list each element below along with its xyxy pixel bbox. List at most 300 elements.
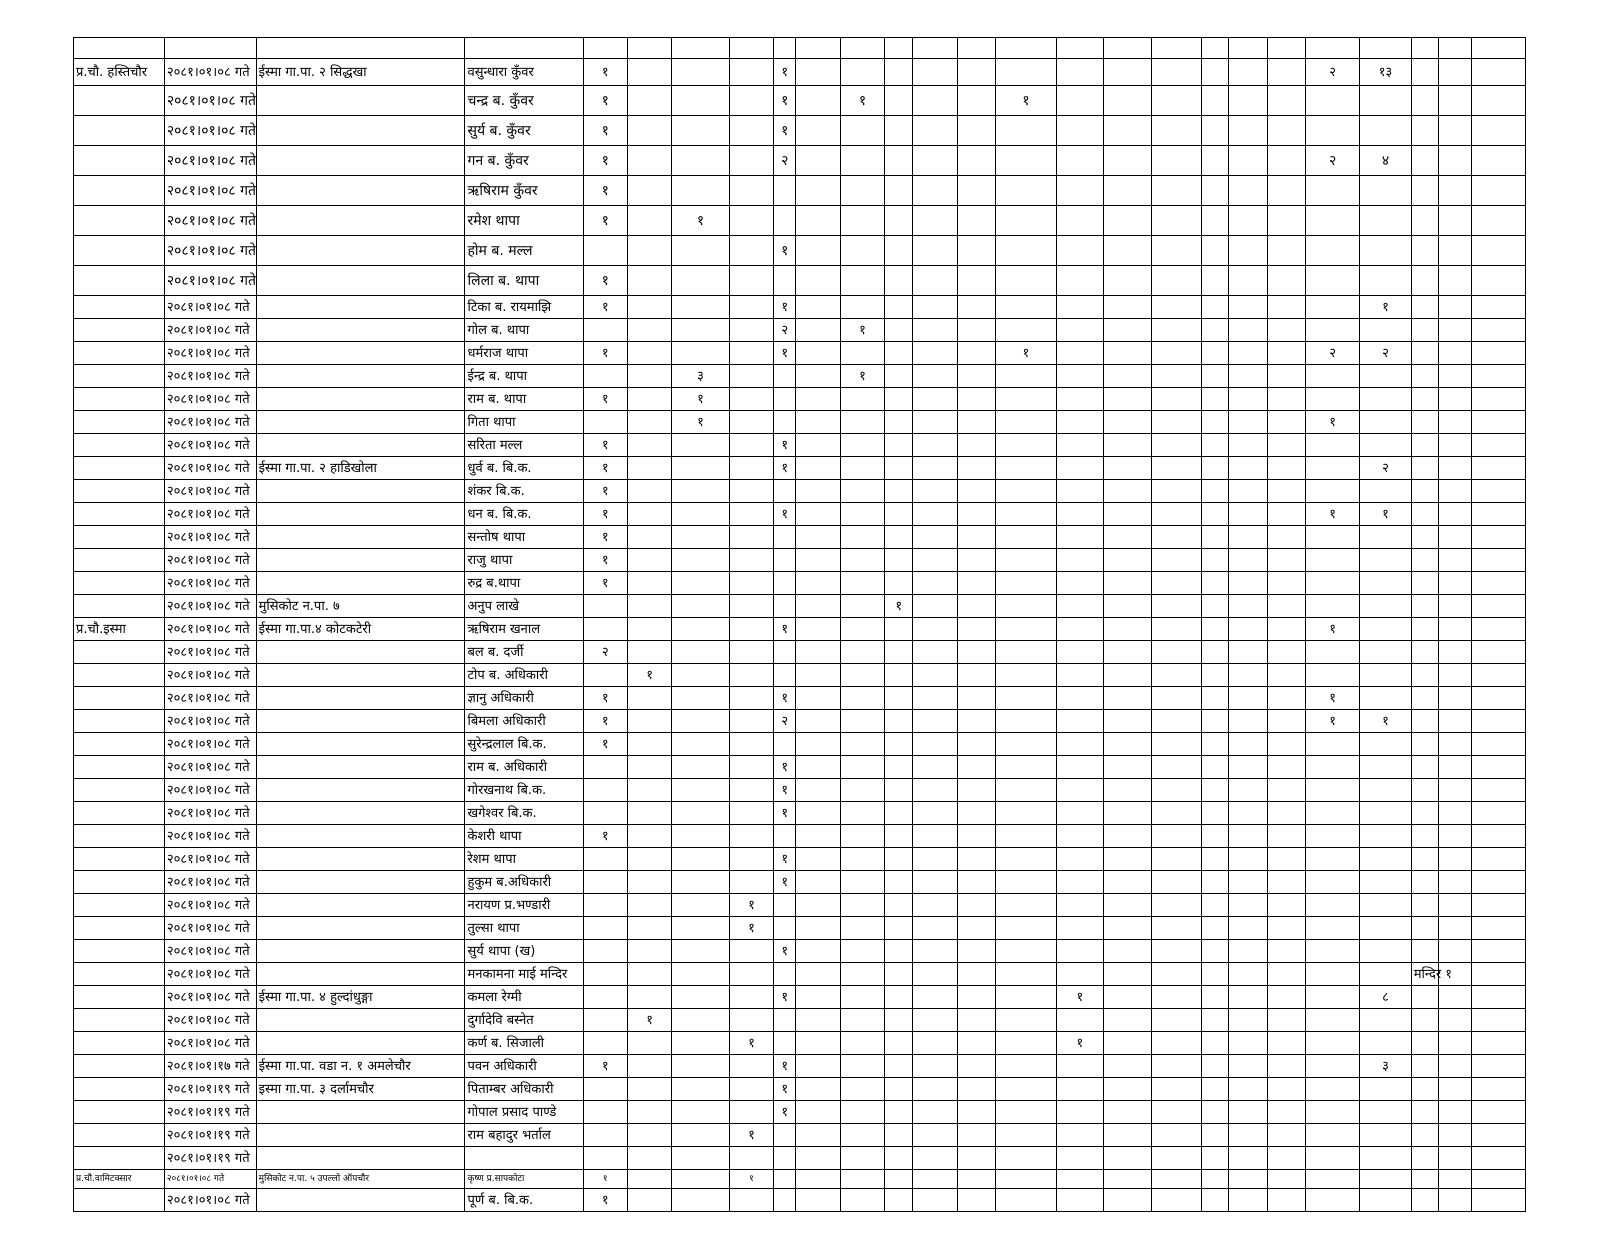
count-cell xyxy=(1151,86,1201,116)
count-cell xyxy=(1229,503,1267,526)
count-cell: १ xyxy=(729,894,773,917)
count-cell xyxy=(1104,480,1151,503)
count-cell xyxy=(1411,342,1438,365)
office-cell xyxy=(74,206,165,236)
count-cell xyxy=(1056,1055,1103,1078)
count-cell xyxy=(1201,116,1228,146)
count-cell xyxy=(913,572,957,595)
count-cell xyxy=(1411,116,1438,146)
count-cell xyxy=(1305,940,1359,963)
count-cell xyxy=(1472,480,1526,503)
count-cell xyxy=(957,1189,995,1212)
count-cell xyxy=(1305,986,1359,1009)
count-cell xyxy=(1104,457,1151,480)
count-cell xyxy=(729,526,773,549)
count-cell xyxy=(1411,1055,1438,1078)
count-cell xyxy=(1411,572,1438,595)
count-cell xyxy=(1229,848,1267,871)
count-cell xyxy=(796,871,840,894)
count-cell xyxy=(1229,986,1267,1009)
count-cell xyxy=(885,733,913,756)
count-cell xyxy=(913,917,957,940)
office-cell xyxy=(74,411,165,434)
count-cell xyxy=(1267,894,1305,917)
count-cell xyxy=(996,963,1057,986)
ledger-body xyxy=(74,38,1526,1212)
count-cell xyxy=(1305,526,1359,549)
address-cell xyxy=(256,342,465,365)
count-cell xyxy=(1201,917,1228,940)
count-cell: १ xyxy=(774,871,796,894)
count-cell xyxy=(885,86,913,116)
name-cell: राम ब. थापा xyxy=(465,388,583,411)
count-cell xyxy=(957,434,995,457)
count-cell xyxy=(1305,1078,1359,1101)
count-cell xyxy=(996,1170,1057,1189)
count-cell xyxy=(1305,1009,1359,1032)
count-cell xyxy=(996,1055,1057,1078)
table-row xyxy=(74,986,1526,1009)
address-cell xyxy=(256,1032,465,1055)
count-cell: १ xyxy=(583,1189,627,1212)
count-cell xyxy=(1151,388,1201,411)
count-cell xyxy=(913,365,957,388)
count-cell xyxy=(1201,549,1228,572)
count-cell xyxy=(840,38,884,59)
count-cell xyxy=(1472,1170,1526,1189)
count-cell xyxy=(729,756,773,779)
count-cell xyxy=(1056,940,1103,963)
count-cell xyxy=(774,1009,796,1032)
count-cell xyxy=(1201,388,1228,411)
count-cell xyxy=(1151,1009,1201,1032)
count-cell xyxy=(1151,871,1201,894)
count-cell xyxy=(1305,206,1359,236)
table-row xyxy=(74,1124,1526,1147)
count-cell xyxy=(840,1189,884,1212)
count-cell xyxy=(996,146,1057,176)
count-cell xyxy=(1104,411,1151,434)
office-cell xyxy=(74,1124,165,1147)
count-cell xyxy=(957,1147,995,1170)
count-cell xyxy=(583,595,627,618)
count-cell xyxy=(1151,549,1201,572)
count-cell xyxy=(1305,595,1359,618)
count-cell xyxy=(885,940,913,963)
office-cell xyxy=(74,116,165,146)
count-cell xyxy=(840,59,884,86)
count-cell xyxy=(672,1009,730,1032)
address-cell xyxy=(256,1189,465,1212)
count-cell xyxy=(729,641,773,664)
date-cell: २०८१।०१।०८ गते xyxy=(164,146,256,176)
count-cell xyxy=(672,641,730,664)
count-cell xyxy=(1229,549,1267,572)
count-cell xyxy=(1305,457,1359,480)
count-cell xyxy=(1267,710,1305,733)
date-cell: २०८१।०१।०८ गते xyxy=(164,572,256,595)
name-cell: धुर्व ब. बि.क. xyxy=(465,457,583,480)
name-cell: खगेश्वर बि.क. xyxy=(465,802,583,825)
office-cell xyxy=(74,319,165,342)
count-cell xyxy=(840,1009,884,1032)
count-cell xyxy=(1439,1101,1472,1124)
office-cell xyxy=(74,871,165,894)
table-row xyxy=(74,236,1526,266)
count-cell xyxy=(729,365,773,388)
count-cell xyxy=(1056,434,1103,457)
count-cell xyxy=(885,434,913,457)
count-cell xyxy=(913,296,957,319)
count-cell xyxy=(729,595,773,618)
count-cell xyxy=(1104,779,1151,802)
count-cell xyxy=(996,825,1057,848)
count-cell xyxy=(627,710,671,733)
table-row xyxy=(74,1009,1526,1032)
office-cell xyxy=(74,388,165,411)
count-cell xyxy=(729,296,773,319)
count-cell xyxy=(1439,176,1472,206)
count-cell xyxy=(913,549,957,572)
count-cell xyxy=(885,618,913,641)
count-cell xyxy=(1104,38,1151,59)
count-cell xyxy=(1439,480,1472,503)
count-cell xyxy=(913,618,957,641)
count-cell: १ xyxy=(583,266,627,296)
count-cell xyxy=(885,1147,913,1170)
count-cell xyxy=(1056,779,1103,802)
count-cell xyxy=(583,917,627,940)
count-cell xyxy=(672,1055,730,1078)
count-cell xyxy=(840,146,884,176)
count-cell xyxy=(1267,917,1305,940)
name-cell: राम ब. अधिकारी xyxy=(465,756,583,779)
count-cell xyxy=(796,549,840,572)
count-cell xyxy=(1360,1170,1411,1189)
count-cell xyxy=(774,388,796,411)
count-cell xyxy=(627,146,671,176)
count-cell xyxy=(1267,480,1305,503)
count-cell xyxy=(913,687,957,710)
count-cell xyxy=(885,687,913,710)
count-cell xyxy=(1229,116,1267,146)
count-cell xyxy=(1201,848,1228,871)
count-cell xyxy=(796,236,840,266)
count-cell xyxy=(1151,1078,1201,1101)
count-cell xyxy=(1267,176,1305,206)
count-cell xyxy=(729,549,773,572)
count-cell xyxy=(1104,503,1151,526)
count-cell xyxy=(672,687,730,710)
address-cell: ईस्मा गा.पा. वडा न. १ अमलेचौर xyxy=(256,1055,465,1078)
count-cell xyxy=(996,549,1057,572)
count-cell xyxy=(1411,687,1438,710)
count-cell xyxy=(774,38,796,59)
count-cell xyxy=(996,779,1057,802)
count-cell xyxy=(957,296,995,319)
count-cell xyxy=(1439,572,1472,595)
count-cell xyxy=(1411,176,1438,206)
count-cell xyxy=(627,206,671,236)
date-cell: २०८१।०१।०८ गते xyxy=(164,319,256,342)
count-cell xyxy=(627,687,671,710)
count-cell xyxy=(1151,1055,1201,1078)
count-cell xyxy=(913,146,957,176)
count-cell: १ xyxy=(774,59,796,86)
count-cell xyxy=(996,59,1057,86)
count-cell xyxy=(1056,1009,1103,1032)
count-cell xyxy=(913,940,957,963)
count-cell xyxy=(1267,687,1305,710)
name-cell: गिता थापा xyxy=(465,411,583,434)
count-cell xyxy=(1201,1170,1228,1189)
count-cell xyxy=(996,1189,1057,1212)
count-cell xyxy=(1360,825,1411,848)
count-cell xyxy=(796,779,840,802)
count-cell xyxy=(672,779,730,802)
count-cell xyxy=(627,526,671,549)
count-cell xyxy=(1201,176,1228,206)
table-row xyxy=(74,848,1526,871)
count-cell xyxy=(885,319,913,342)
count-cell: १ xyxy=(1056,986,1103,1009)
count-cell: १ xyxy=(583,296,627,319)
count-cell xyxy=(1151,266,1201,296)
count-cell xyxy=(1201,38,1228,59)
count-cell xyxy=(957,342,995,365)
count-cell: ३ xyxy=(1360,1055,1411,1078)
date-cell: २०८१।०१।०८ गते xyxy=(164,963,256,986)
count-cell xyxy=(1201,641,1228,664)
count-cell xyxy=(1472,848,1526,871)
count-cell: १ xyxy=(627,664,671,687)
office-cell xyxy=(74,894,165,917)
count-cell xyxy=(840,1055,884,1078)
address-cell xyxy=(256,38,465,59)
count-cell xyxy=(774,825,796,848)
count-cell xyxy=(796,641,840,664)
count-cell xyxy=(1201,963,1228,986)
date-cell: २०८१।०१।१९ गते xyxy=(164,1147,256,1170)
table-row xyxy=(74,86,1526,116)
count-cell xyxy=(913,342,957,365)
office-cell xyxy=(74,38,165,59)
date-cell: २०८१।०१।०८ गते xyxy=(164,411,256,434)
count-cell xyxy=(774,549,796,572)
address-cell xyxy=(256,871,465,894)
office-cell xyxy=(74,526,165,549)
count-cell xyxy=(729,1101,773,1124)
address-cell: मुसिकोट न.पा. ५ उपल्लो ऑपचौर xyxy=(256,1170,465,1189)
count-cell xyxy=(1411,664,1438,687)
count-cell xyxy=(913,503,957,526)
count-cell xyxy=(1104,434,1151,457)
count-cell xyxy=(1056,86,1103,116)
count-cell xyxy=(796,266,840,296)
count-cell xyxy=(627,1124,671,1147)
count-cell xyxy=(1104,1009,1151,1032)
count-cell xyxy=(913,963,957,986)
count-cell xyxy=(1472,572,1526,595)
count-cell xyxy=(1229,687,1267,710)
count-cell xyxy=(1439,687,1472,710)
count-cell xyxy=(774,1170,796,1189)
count-cell xyxy=(729,388,773,411)
count-cell xyxy=(885,1009,913,1032)
office-cell xyxy=(74,457,165,480)
count-cell xyxy=(840,779,884,802)
office-cell xyxy=(74,848,165,871)
count-cell xyxy=(796,917,840,940)
count-cell xyxy=(1056,848,1103,871)
count-cell xyxy=(1472,549,1526,572)
count-cell xyxy=(583,986,627,1009)
office-cell xyxy=(74,963,165,986)
address-cell xyxy=(256,1147,465,1170)
count-cell xyxy=(913,871,957,894)
count-cell: १ xyxy=(774,687,796,710)
count-cell xyxy=(1472,86,1526,116)
count-cell xyxy=(1267,434,1305,457)
count-cell xyxy=(1056,549,1103,572)
count-cell xyxy=(1472,457,1526,480)
count-cell xyxy=(957,176,995,206)
count-cell xyxy=(1472,1147,1526,1170)
count-cell xyxy=(796,526,840,549)
date-cell: २०८१।०१।०८ गते xyxy=(164,1009,256,1032)
count-cell xyxy=(1229,1055,1267,1078)
count-cell xyxy=(774,917,796,940)
table-row xyxy=(74,146,1526,176)
count-cell xyxy=(627,266,671,296)
count-cell xyxy=(957,572,995,595)
count-cell xyxy=(1201,86,1228,116)
count-cell xyxy=(1201,733,1228,756)
count-cell xyxy=(1439,411,1472,434)
count-cell xyxy=(1439,146,1472,176)
count-cell xyxy=(1104,296,1151,319)
count-cell xyxy=(1151,411,1201,434)
count-cell xyxy=(1360,549,1411,572)
count-cell xyxy=(1151,176,1201,206)
date-cell: २०८१।०१।०८ गते xyxy=(164,825,256,848)
count-cell xyxy=(672,1189,730,1212)
count-cell xyxy=(885,802,913,825)
address-cell xyxy=(256,480,465,503)
count-cell xyxy=(1360,365,1411,388)
count-cell xyxy=(1201,434,1228,457)
count-cell xyxy=(1151,641,1201,664)
count-cell: १ xyxy=(583,1170,627,1189)
count-cell xyxy=(1201,940,1228,963)
ledger-table xyxy=(73,37,1526,1212)
count-cell xyxy=(1151,618,1201,641)
count-cell xyxy=(1267,1032,1305,1055)
count-cell xyxy=(1472,365,1526,388)
count-cell xyxy=(957,1009,995,1032)
count-cell xyxy=(1151,1032,1201,1055)
office-cell xyxy=(74,595,165,618)
count-cell xyxy=(957,503,995,526)
office-cell xyxy=(74,1147,165,1170)
count-cell xyxy=(1104,710,1151,733)
count-cell xyxy=(840,940,884,963)
count-cell xyxy=(957,1101,995,1124)
count-cell xyxy=(996,756,1057,779)
count-cell xyxy=(672,1032,730,1055)
count-cell xyxy=(1439,365,1472,388)
count-cell xyxy=(1472,641,1526,664)
count-cell xyxy=(774,641,796,664)
count-cell xyxy=(1360,641,1411,664)
count-cell xyxy=(957,940,995,963)
count-cell xyxy=(583,940,627,963)
office-cell xyxy=(74,296,165,319)
count-cell xyxy=(1151,687,1201,710)
count-cell xyxy=(1472,756,1526,779)
count-cell: १ xyxy=(774,296,796,319)
office-cell: प्र.चौ. हस्तिचौर xyxy=(74,59,165,86)
count-cell xyxy=(1411,388,1438,411)
count-cell xyxy=(1104,1055,1151,1078)
count-cell xyxy=(1151,1170,1201,1189)
address-cell xyxy=(256,296,465,319)
count-cell xyxy=(627,940,671,963)
count-cell xyxy=(796,206,840,236)
count-cell xyxy=(996,1124,1057,1147)
count-cell xyxy=(885,176,913,206)
count-cell xyxy=(1151,206,1201,236)
count-cell xyxy=(1472,986,1526,1009)
count-cell xyxy=(627,1147,671,1170)
count-cell: १ xyxy=(672,206,730,236)
count-cell xyxy=(1305,38,1359,59)
count-cell xyxy=(1056,38,1103,59)
count-cell xyxy=(913,1147,957,1170)
date-cell xyxy=(164,38,256,59)
count-cell xyxy=(1229,457,1267,480)
count-cell xyxy=(885,411,913,434)
count-cell xyxy=(996,296,1057,319)
count-cell xyxy=(913,236,957,266)
count-cell xyxy=(913,779,957,802)
count-cell xyxy=(672,894,730,917)
count-cell xyxy=(913,848,957,871)
count-cell xyxy=(796,342,840,365)
count-cell xyxy=(957,365,995,388)
count-cell xyxy=(729,206,773,236)
count-cell xyxy=(1360,206,1411,236)
address-cell xyxy=(256,825,465,848)
address-cell xyxy=(256,940,465,963)
count-cell xyxy=(1229,434,1267,457)
count-cell xyxy=(840,296,884,319)
count-cell xyxy=(840,1147,884,1170)
count-cell xyxy=(1201,266,1228,296)
count-cell xyxy=(1104,146,1151,176)
address-cell xyxy=(256,206,465,236)
count-cell xyxy=(1267,1189,1305,1212)
count-cell xyxy=(1360,38,1411,59)
count-cell xyxy=(796,503,840,526)
count-cell xyxy=(1229,917,1267,940)
table-row xyxy=(74,206,1526,236)
count-cell xyxy=(1056,733,1103,756)
table-row xyxy=(74,618,1526,641)
count-cell xyxy=(1056,756,1103,779)
count-cell: १ xyxy=(583,825,627,848)
count-cell xyxy=(1201,1032,1228,1055)
